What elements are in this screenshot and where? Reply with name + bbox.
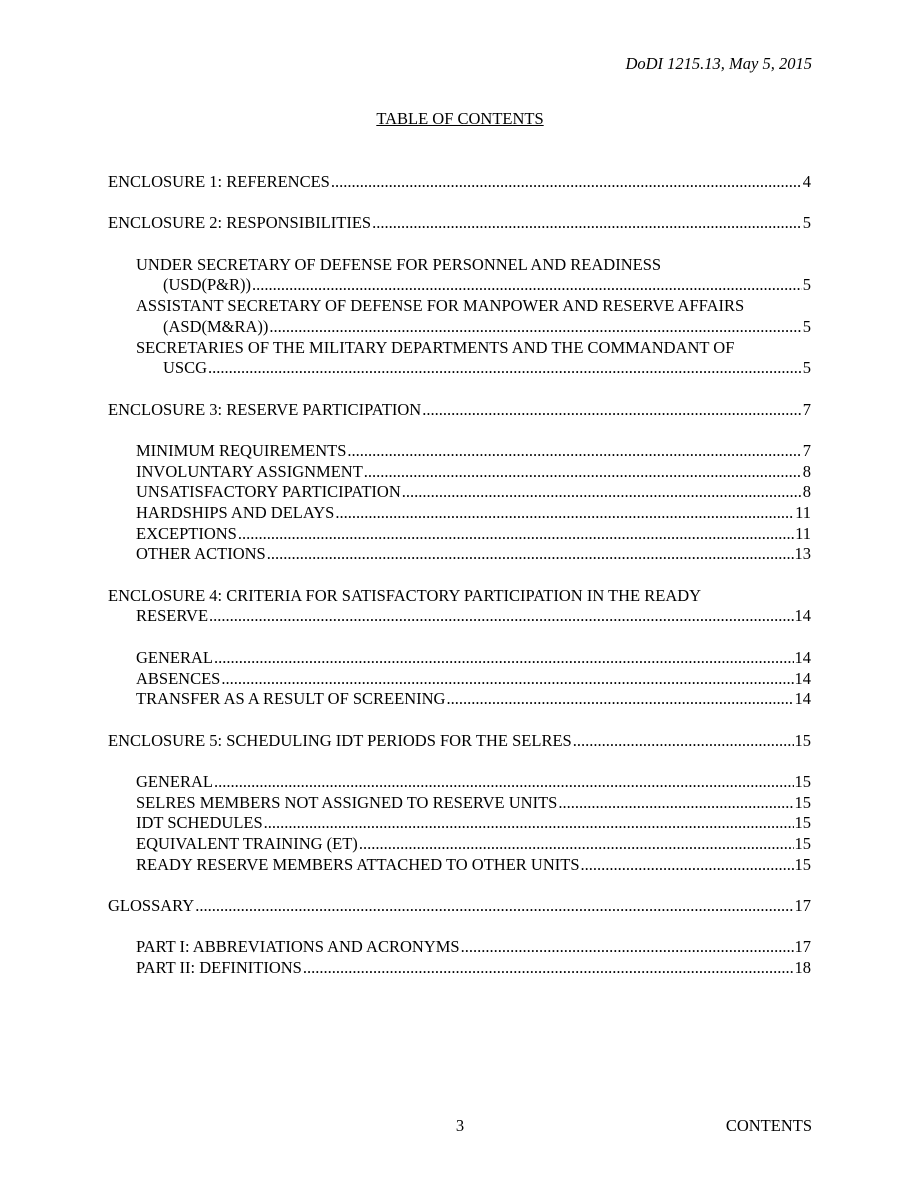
toc-subentry[interactable] (108, 524, 811, 545)
page-number: 3 (455, 1116, 465, 1135)
toc-subentry[interactable] (108, 813, 811, 834)
toc-subentry-secretaries-title[interactable]: SECRETARIES OF THE MILITARY DEPARTMENTS AND THE COMMANDANT OF (136, 337, 735, 357)
toc-subentry[interactable] (108, 669, 811, 690)
dot-leader (331, 172, 802, 193)
toc-subentry[interactable] (108, 462, 811, 483)
toc-entry-enclosure-2[interactable] (108, 213, 811, 234)
toc-entry-label: ABSENCES (136, 668, 221, 688)
toc-entry-enclosure-3[interactable] (108, 400, 811, 421)
toc-entry-label: OTHER ACTIONS (136, 544, 266, 564)
toc-entry-label: GENERAL (136, 647, 213, 667)
toc-entry-label: ENCLOSURE 2: RESPONSIBILITIES (108, 213, 372, 233)
toc-entry-page: 5 (802, 275, 811, 295)
toc-entry-page: 7 (802, 399, 811, 419)
toc-entry-page: 4 (802, 172, 811, 191)
dot-leader (208, 358, 802, 379)
toc-entry-page: 15 (794, 792, 811, 812)
dot-leader (335, 503, 794, 524)
dot-leader (303, 958, 794, 979)
toc-entry-page: 15 (794, 730, 811, 750)
toc-entry-enclosure-1[interactable] (108, 172, 811, 193)
toc-entry-label: HARDSHIPS AND DELAYS (136, 503, 335, 522)
dot-leader (195, 896, 793, 917)
toc-subentry-asd[interactable] (108, 317, 811, 338)
toc-entry-page: 11 (795, 503, 811, 522)
dot-leader (214, 648, 794, 669)
dot-leader (372, 213, 802, 234)
toc-entry-label: UNSATISFACTORY PARTICIPATION (136, 482, 401, 502)
dot-leader (581, 855, 794, 876)
dot-leader (267, 544, 794, 565)
toc-entry-label: MINIMUM REQUIREMENTS (136, 440, 347, 460)
toc-entry-label: ENCLOSURE 3: RESERVE PARTICIPATION (108, 399, 422, 419)
toc-entry-label: INVOLUNTARY ASSIGNMENT (136, 461, 363, 481)
toc-entry-page: 17 (794, 896, 811, 916)
toc-entry-page: 17 (794, 937, 811, 957)
dot-leader (214, 772, 794, 793)
dot-leader (347, 441, 801, 462)
toc-entry-page: 7 (802, 440, 811, 460)
toc-entry-label: ENCLOSURE 5: SCHEDULING IDT PERIODS FOR THE SELRES (108, 730, 572, 750)
table-of-contents (108, 172, 811, 979)
toc-entry-label: PART II: DEFINITIONS (136, 958, 302, 978)
dot-leader (558, 793, 793, 814)
toc-subentry-secretaries[interactable] (108, 358, 811, 379)
toc-entry-enclosure-4[interactable] (108, 606, 811, 627)
toc-subentry-usd[interactable] (108, 275, 811, 296)
toc-entry-page: 14 (794, 606, 811, 626)
toc-subentry[interactable] (108, 793, 811, 814)
toc-entry-enclosure-5[interactable] (108, 731, 811, 752)
toc-entry-label: SELRES MEMBERS NOT ASSIGNED TO RESERVE UNITS (136, 792, 558, 812)
toc-subentry[interactable] (108, 855, 811, 876)
toc-subentry[interactable] (108, 441, 811, 462)
toc-entry-page: 18 (794, 958, 811, 978)
toc-subentry[interactable] (108, 834, 811, 855)
dot-leader (264, 813, 794, 834)
toc-entry-page: 15 (794, 813, 811, 833)
toc-entry-page: 15 (794, 834, 811, 853)
dot-leader (461, 937, 794, 958)
toc-entry-page: 8 (802, 482, 811, 502)
toc-subentry[interactable] (108, 772, 811, 793)
dot-leader (269, 317, 801, 338)
toc-entry-label: (USD(P&R)) (163, 275, 252, 295)
toc-entry-label: EXCEPTIONS (136, 523, 237, 543)
dot-leader (238, 524, 794, 545)
toc-entry-enclosure-4-title[interactable]: ENCLOSURE 4: CRITERIA FOR SATISFACTORY PARTICIPATION IN THE READY (108, 585, 702, 605)
dot-leader (252, 275, 802, 296)
toc-subentry[interactable] (108, 503, 811, 524)
dot-leader (221, 669, 793, 690)
toc-entry-page: 13 (794, 544, 811, 564)
toc-entry-label: TRANSFER AS A RESULT OF SCREENING (136, 689, 446, 709)
toc-entry-page: 15 (794, 854, 811, 874)
toc-entry-label: EQUIVALENT TRAINING (ET) (136, 834, 358, 853)
dot-leader (402, 482, 802, 503)
toc-subentry-asd-title[interactable]: ASSISTANT SECRETARY OF DEFENSE FOR MANPOWER AND RESERVE AFFAIRS (136, 296, 745, 316)
toc-entry-page: 5 (802, 213, 811, 233)
dot-leader (573, 731, 794, 752)
toc-entry-page: 11 (795, 523, 811, 543)
toc-entry-page: 5 (802, 358, 811, 378)
toc-entry-label: GENERAL (136, 771, 213, 791)
dot-leader (209, 606, 793, 627)
toc-entry-label: GLOSSARY (108, 896, 195, 916)
toc-entry-label: PART I: ABBREVIATIONS AND ACRONYMS (136, 937, 460, 957)
toc-entry-page: 14 (794, 668, 811, 688)
toc-entry-label: ENCLOSURE 1: REFERENCES (108, 172, 330, 191)
toc-entry-label: (ASD(M&RA)) (163, 316, 269, 336)
toc-subentry[interactable] (108, 482, 811, 503)
dot-leader (446, 689, 793, 710)
toc-entry-label: USCG (163, 358, 208, 378)
toc-subentry[interactable] (108, 958, 811, 979)
toc-subentry[interactable] (108, 648, 811, 669)
dot-leader (359, 834, 794, 855)
toc-entry-glossary[interactable] (108, 896, 811, 917)
toc-entry-label: RESERVE (136, 606, 209, 626)
page-title: TABLE OF CONTENTS (376, 109, 544, 128)
document-header: DoDI 1215.13, May 5, 2015 (625, 54, 812, 73)
dot-leader (422, 400, 802, 421)
toc-subentry[interactable] (108, 937, 811, 958)
toc-entry-page: 14 (794, 689, 811, 709)
toc-subentry-usd-title[interactable]: UNDER SECRETARY OF DEFENSE FOR PERSONNEL AND READINESS (136, 254, 662, 274)
toc-subentry[interactable] (108, 689, 811, 710)
toc-entry-label: READY RESERVE MEMBERS ATTACHED TO OTHER UNITS (136, 854, 580, 874)
dot-leader (364, 462, 802, 483)
toc-entry-page: 5 (802, 316, 811, 336)
toc-entry-page: 8 (802, 461, 811, 481)
footer-section-label: CONTENTS (725, 1116, 812, 1135)
toc-subentry[interactable] (108, 544, 811, 565)
toc-entry-page: 15 (794, 771, 811, 791)
toc-entry-page: 14 (794, 647, 811, 667)
toc-entry-label: IDT SCHEDULES (136, 813, 263, 833)
